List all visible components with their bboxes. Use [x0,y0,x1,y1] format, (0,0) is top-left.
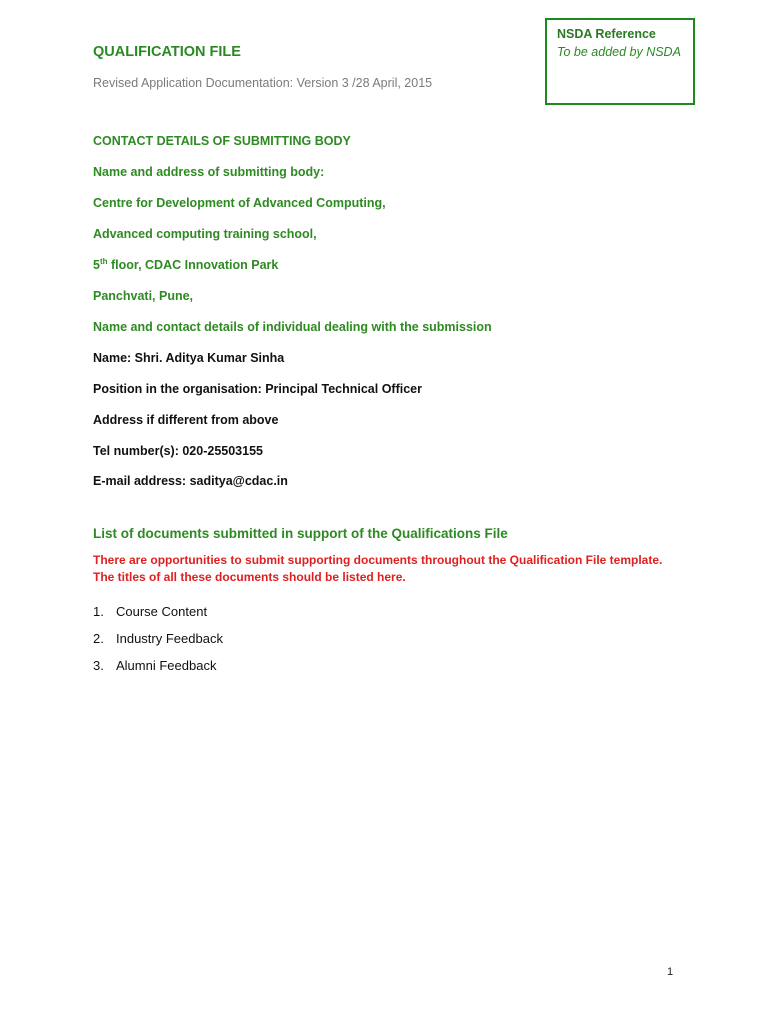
contact-address-different: Address if different from above [93,413,279,427]
list-item-label: Course Content [116,604,208,619]
contact-name: Name: Shri. Aditya Kumar Sinha [93,351,285,365]
list-item [93,658,216,673]
documents-note-line-1: There are opportunities to submit supporting documents throughout the Qualification File template. [93,553,663,567]
contact-section-heading: CONTACT DETAILS OF SUBMITTING BODY [93,134,351,148]
individual-contact-heading: Name and contact details of individual dealing with the submission [93,320,492,334]
contact-position: Position in the organisation: Principal Technical Officer [93,382,422,396]
list-item-label: Alumni Feedback [116,658,217,673]
floor-text: floor, CDAC Innovation Park [107,258,279,272]
address-line-1: Centre for Development of Advanced Computing, [93,196,386,210]
page-title: QUALIFICATION FILE [93,44,241,60]
list-item-number: 2. [93,631,104,646]
floor-number: 5 [93,258,100,272]
documents-note [93,552,662,585]
nsda-reference-subtitle: To be added by NSDA [557,45,681,59]
address-line-3 [93,258,278,272]
contact-tel: Tel number(s): 020-25503155 [93,444,263,458]
list-item-number: 3. [93,658,104,673]
contact-email: E-mail address: saditya@cdac.in [93,474,288,488]
address-line-4: Panchvati, Pune, [93,289,194,303]
list-item [93,604,207,619]
nsda-reference-box [545,18,695,105]
documents-heading: List of documents submitted in support of the Qualifications File [93,526,508,541]
document-version: Revised Application Documentation: Version 3 /28 April, 2015 [93,76,433,90]
list-item-number: 1. [93,604,104,619]
list-item [93,631,223,646]
list-item-label: Industry Feedback [116,631,223,646]
documents-note-line-2: The titles of all these documents should be listed here. [93,569,406,584]
address-line-2: Advanced computing training school, [93,227,317,241]
floor-ordinal: th [99,256,108,266]
nsda-reference-title: NSDA Reference [557,27,656,41]
page-number: 1 [667,966,674,978]
name-address-label: Name and address of submitting body: [93,165,325,179]
